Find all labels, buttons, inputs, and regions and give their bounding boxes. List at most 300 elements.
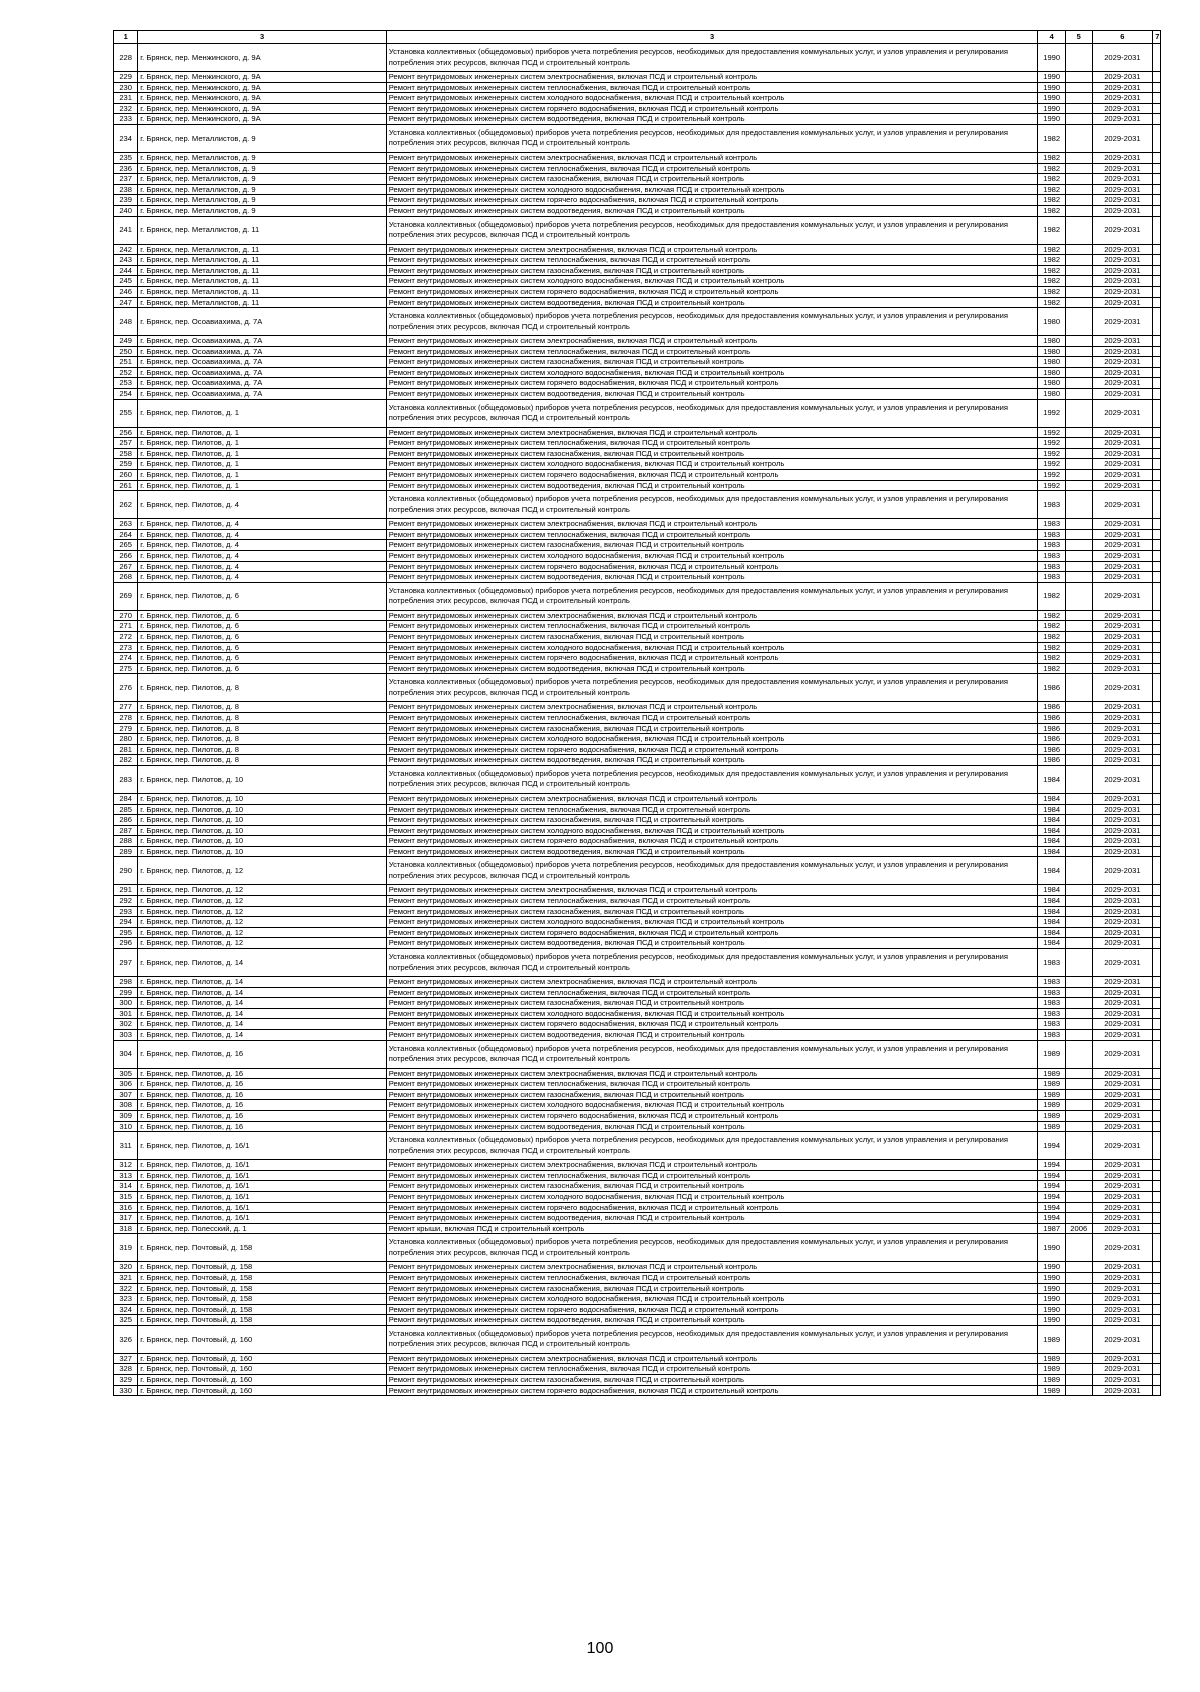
table-row	[114, 1202, 1161, 1213]
table-row	[114, 205, 1161, 216]
period-cell: 2029-2031	[1092, 765, 1153, 793]
row-number: 325	[114, 1315, 138, 1326]
column5-cell	[1066, 276, 1093, 287]
address-cell: г. Брянск, пер. Пилотов, д. 8	[138, 674, 386, 702]
table-row	[114, 621, 1161, 632]
table-row	[114, 1385, 1161, 1396]
row-number: 328	[114, 1364, 138, 1375]
work-description-cell: Ремонт внутридомовых инженерных систем горячего водоснабжения, включая ПСД и строительный контроль	[386, 1202, 1038, 1213]
work-description-cell: Ремонт внутридомовых инженерных систем холодного водоснабжения, включая ПСД и строительный контроль	[386, 1294, 1038, 1305]
column5-cell	[1066, 427, 1093, 438]
column5-cell	[1066, 793, 1093, 804]
period-cell: 2029-2031	[1092, 1132, 1153, 1160]
table-row	[114, 1089, 1161, 1100]
work-description-cell: Ремонт внутридомовых инженерных систем электроснабжения, включая ПСД и строительный контроль	[386, 72, 1038, 83]
column5-cell	[1066, 163, 1093, 174]
column5-cell	[1066, 103, 1093, 114]
table-row	[114, 793, 1161, 804]
column7-cell	[1153, 399, 1161, 427]
address-cell: г. Брянск, пер. Пилотов, д. 16/1	[138, 1191, 386, 1202]
column7-cell	[1153, 674, 1161, 702]
work-description-cell: Установка коллективных (общедомовых) приборов учета потребления ресурсов, необходимых для предоставления коммунальных услуг, и узлов управления и регулирования потребления этих ресурсов, включая ПСД и строительный контроль	[386, 949, 1038, 977]
period-cell: 2029-2031	[1092, 825, 1153, 836]
year-cell: 1990	[1038, 1294, 1066, 1305]
row-number: 275	[114, 663, 138, 674]
period-cell: 2029-2031	[1092, 836, 1153, 847]
address-cell: г. Брянск, пер. Осоавиахима, д. 7А	[138, 389, 386, 400]
address-cell: г. Брянск, пер. Пилотов, д. 10	[138, 765, 386, 793]
address-cell: г. Брянск, пер. Осоавиахима, д. 7А	[138, 367, 386, 378]
row-number: 264	[114, 529, 138, 540]
address-cell: г. Брянск, пер. Металлистов, д. 9	[138, 174, 386, 185]
column5-cell	[1066, 1089, 1093, 1100]
table-row	[114, 1132, 1161, 1160]
year-cell: 1980	[1038, 378, 1066, 389]
work-description-cell: Ремонт внутридомовых инженерных систем теплоснабжения, включая ПСД и строительный контроль	[386, 82, 1038, 93]
table-row	[114, 987, 1161, 998]
period-cell: 2029-2031	[1092, 124, 1153, 152]
address-cell: г. Брянск, пер. Пилотов, д. 4	[138, 540, 386, 551]
row-number: 276	[114, 674, 138, 702]
period-cell: 2029-2031	[1092, 949, 1153, 977]
table-row	[114, 540, 1161, 551]
table-row	[114, 114, 1161, 125]
row-number: 310	[114, 1121, 138, 1132]
year-cell: 1989	[1038, 1385, 1066, 1396]
column5-cell	[1066, 93, 1093, 104]
work-description-cell: Установка коллективных (общедомовых) приборов учета потребления ресурсов, необходимых для предоставления коммунальных услуг, и узлов управления и регулирования потребления этих ресурсов, включая ПСД и строительный контроль	[386, 1132, 1038, 1160]
column5-cell	[1066, 72, 1093, 83]
work-description-cell: Ремонт внутридомовых инженерных систем горячего водоснабжения, включая ПСД и строительный контроль	[386, 1019, 1038, 1030]
table-row	[114, 276, 1161, 287]
period-cell: 2029-2031	[1092, 216, 1153, 244]
period-cell: 2029-2031	[1092, 1121, 1153, 1132]
period-cell: 2029-2031	[1092, 793, 1153, 804]
address-cell: г. Брянск, пер. Почтовый, д. 158	[138, 1234, 386, 1262]
year-cell: 1984	[1038, 825, 1066, 836]
column5-cell: 2006	[1066, 1223, 1093, 1234]
row-number: 296	[114, 938, 138, 949]
period-cell: 2029-2031	[1092, 1325, 1153, 1353]
column5-cell	[1066, 572, 1093, 583]
table-row	[114, 72, 1161, 83]
row-number: 290	[114, 857, 138, 885]
period-cell: 2029-2031	[1092, 174, 1153, 185]
year-cell: 1982	[1038, 286, 1066, 297]
address-cell: г. Брянск, пер. Пилотов, д. 14	[138, 1019, 386, 1030]
column5-cell	[1066, 857, 1093, 885]
column-header: 1	[114, 31, 138, 44]
column5-cell	[1066, 459, 1093, 470]
period-cell: 2029-2031	[1092, 572, 1153, 583]
column7-cell	[1153, 1160, 1161, 1171]
column7-cell	[1153, 205, 1161, 216]
address-cell: г. Брянск, пер. Пилотов, д. 10	[138, 815, 386, 826]
column7-cell	[1153, 906, 1161, 917]
period-cell: 2029-2031	[1092, 1089, 1153, 1100]
column5-cell	[1066, 367, 1093, 378]
column5-cell	[1066, 582, 1093, 610]
work-description-cell: Ремонт внутридомовых инженерных систем горячего водоснабжения, включая ПСД и строительный контроль	[386, 927, 1038, 938]
column7-cell	[1153, 702, 1161, 713]
work-description-cell: Ремонт внутридомовых инженерных систем горячего водоснабжения, включая ПСД и строительный контроль	[386, 470, 1038, 481]
table-row	[114, 998, 1161, 1009]
row-number: 236	[114, 163, 138, 174]
period-cell: 2029-2031	[1092, 1272, 1153, 1283]
row-number: 281	[114, 744, 138, 755]
column7-cell	[1153, 712, 1161, 723]
address-cell: г. Брянск, пер. Металлистов, д. 11	[138, 216, 386, 244]
row-number: 250	[114, 346, 138, 357]
column7-cell	[1153, 297, 1161, 308]
column5-cell	[1066, 1213, 1093, 1224]
column7-cell	[1153, 815, 1161, 826]
year-cell: 1990	[1038, 1304, 1066, 1315]
table-row	[114, 949, 1161, 977]
column7-cell	[1153, 1181, 1161, 1192]
year-cell: 1987	[1038, 1223, 1066, 1234]
year-cell: 1994	[1038, 1202, 1066, 1213]
column5-cell	[1066, 265, 1093, 276]
address-cell: г. Брянск, пер. Пилотов, д. 6	[138, 582, 386, 610]
table-row	[114, 744, 1161, 755]
address-cell: г. Брянск, пер. Пилотов, д. 16	[138, 1121, 386, 1132]
table-row	[114, 286, 1161, 297]
row-number: 280	[114, 734, 138, 745]
year-cell: 1989	[1038, 1353, 1066, 1364]
period-cell: 2029-2031	[1092, 561, 1153, 572]
address-cell: г. Брянск, пер. Пилотов, д. 6	[138, 642, 386, 653]
column5-cell	[1066, 174, 1093, 185]
work-description-cell: Ремонт внутридомовых инженерных систем электроснабжения, включая ПСД и строительный контроль	[386, 244, 1038, 255]
period-cell: 2029-2031	[1092, 103, 1153, 114]
row-number: 259	[114, 459, 138, 470]
column7-cell	[1153, 44, 1161, 72]
period-cell: 2029-2031	[1092, 195, 1153, 206]
table-row	[114, 836, 1161, 847]
work-description-cell: Ремонт внутридомовых инженерных систем теплоснабжения, включая ПСД и строительный контроль	[386, 1170, 1038, 1181]
year-cell: 1984	[1038, 804, 1066, 815]
row-number: 291	[114, 885, 138, 896]
row-number: 304	[114, 1040, 138, 1068]
address-cell: г. Брянск, пер. Пилотов, д. 12	[138, 857, 386, 885]
column7-cell	[1153, 825, 1161, 836]
address-cell: г. Брянск, пер. Пилотов, д. 8	[138, 755, 386, 766]
table-row	[114, 336, 1161, 347]
column7-cell	[1153, 885, 1161, 896]
table-row	[114, 572, 1161, 583]
work-description-cell: Ремонт внутридомовых инженерных систем холодного водоснабжения, включая ПСД и строительный контроль	[386, 551, 1038, 562]
period-cell: 2029-2031	[1092, 336, 1153, 347]
year-cell: 1982	[1038, 663, 1066, 674]
period-cell: 2029-2031	[1092, 399, 1153, 427]
address-cell: г. Брянск, пер. Металлистов, д. 9	[138, 184, 386, 195]
year-cell: 1983	[1038, 1019, 1066, 1030]
address-cell: г. Брянск, пер. Пилотов, д. 14	[138, 977, 386, 988]
year-cell: 1983	[1038, 491, 1066, 519]
column7-cell	[1153, 1110, 1161, 1121]
address-cell: г. Брянск, пер. Пилотов, д. 16/1	[138, 1170, 386, 1181]
table-row	[114, 163, 1161, 174]
year-cell: 1990	[1038, 72, 1066, 83]
work-description-cell: Ремонт внутридомовых инженерных систем газоснабжения, включая ПСД и строительный контроль	[386, 174, 1038, 185]
table-row	[114, 1294, 1161, 1305]
column5-cell	[1066, 631, 1093, 642]
row-number: 303	[114, 1030, 138, 1041]
column5-cell	[1066, 927, 1093, 938]
work-description-cell: Ремонт внутридомовых инженерных систем горячего водоснабжения, включая ПСД и строительный контроль	[386, 1110, 1038, 1121]
year-cell: 1982	[1038, 152, 1066, 163]
row-number: 283	[114, 765, 138, 793]
column7-cell	[1153, 184, 1161, 195]
year-cell: 1986	[1038, 712, 1066, 723]
row-number: 312	[114, 1160, 138, 1171]
period-cell: 2029-2031	[1092, 938, 1153, 949]
column7-cell	[1153, 836, 1161, 847]
column5-cell	[1066, 491, 1093, 519]
address-cell: г. Брянск, пер. Полесский, д. 1	[138, 1223, 386, 1234]
column7-cell	[1153, 927, 1161, 938]
table-row	[114, 846, 1161, 857]
address-cell: г. Брянск, пер. Пилотов, д. 8	[138, 744, 386, 755]
year-cell: 1990	[1038, 1234, 1066, 1262]
column7-cell	[1153, 1262, 1161, 1273]
year-cell: 1994	[1038, 1191, 1066, 1202]
row-number: 300	[114, 998, 138, 1009]
period-cell: 2029-2031	[1092, 1375, 1153, 1386]
work-description-cell: Ремонт внутридомовых инженерных систем электроснабжения, включая ПСД и строительный контроль	[386, 793, 1038, 804]
row-number: 269	[114, 582, 138, 610]
work-description-cell: Ремонт внутридомовых инженерных систем водоотведения, включая ПСД и строительный контроль	[386, 480, 1038, 491]
work-description-cell: Ремонт внутридомовых инженерных систем электроснабжения, включая ПСД и строительный контроль	[386, 977, 1038, 988]
year-cell: 1989	[1038, 1100, 1066, 1111]
work-description-cell: Ремонт внутридомовых инженерных систем теплоснабжения, включая ПСД и строительный контроль	[386, 163, 1038, 174]
row-number: 307	[114, 1089, 138, 1100]
address-cell: г. Брянск, пер. Пилотов, д. 16	[138, 1100, 386, 1111]
column5-cell	[1066, 896, 1093, 907]
row-number: 321	[114, 1272, 138, 1283]
column5-cell	[1066, 1181, 1093, 1192]
row-number: 247	[114, 297, 138, 308]
year-cell: 1984	[1038, 906, 1066, 917]
work-description-cell: Установка коллективных (общедомовых) приборов учета потребления ресурсов, необходимых для предоставления коммунальных услуг, и узлов управления и регулирования потребления этих ресурсов, включая ПСД и строительный контроль	[386, 1325, 1038, 1353]
table-row	[114, 367, 1161, 378]
address-cell: г. Брянск, пер. Почтовый, д. 158	[138, 1294, 386, 1305]
column7-cell	[1153, 244, 1161, 255]
column5-cell	[1066, 1030, 1093, 1041]
column5-cell	[1066, 987, 1093, 998]
period-cell: 2029-2031	[1092, 427, 1153, 438]
table-row	[114, 917, 1161, 928]
row-number: 260	[114, 470, 138, 481]
period-cell: 2029-2031	[1092, 1030, 1153, 1041]
address-cell: г. Брянск, пер. Металлистов, д. 11	[138, 297, 386, 308]
table-row	[114, 480, 1161, 491]
address-cell: г. Брянск, пер. Пилотов, д. 10	[138, 793, 386, 804]
period-cell: 2029-2031	[1092, 357, 1153, 368]
column5-cell	[1066, 755, 1093, 766]
column7-cell	[1153, 663, 1161, 674]
row-number: 234	[114, 124, 138, 152]
column7-cell	[1153, 846, 1161, 857]
period-cell: 2029-2031	[1092, 519, 1153, 530]
column5-cell	[1066, 378, 1093, 389]
column5-cell	[1066, 1385, 1093, 1396]
row-number: 243	[114, 255, 138, 266]
year-cell: 1982	[1038, 184, 1066, 195]
column5-cell	[1066, 399, 1093, 427]
year-cell: 1982	[1038, 244, 1066, 255]
column7-cell	[1153, 286, 1161, 297]
address-cell: г. Брянск, пер. Пилотов, д. 16/1	[138, 1160, 386, 1171]
period-cell: 2029-2031	[1092, 1223, 1153, 1234]
period-cell: 2029-2031	[1092, 610, 1153, 621]
period-cell: 2029-2031	[1092, 44, 1153, 72]
column7-cell	[1153, 1364, 1161, 1375]
column5-cell	[1066, 1170, 1093, 1181]
period-cell: 2029-2031	[1092, 744, 1153, 755]
year-cell: 1990	[1038, 82, 1066, 93]
year-cell: 1983	[1038, 529, 1066, 540]
table-row	[114, 885, 1161, 896]
column7-cell	[1153, 82, 1161, 93]
column7-cell	[1153, 765, 1161, 793]
row-number: 311	[114, 1132, 138, 1160]
table-row	[114, 1030, 1161, 1041]
column7-cell	[1153, 734, 1161, 745]
column-number-row	[114, 31, 1161, 44]
work-description-cell: Ремонт внутридомовых инженерных систем теплоснабжения, включая ПСД и строительный контроль	[386, 1079, 1038, 1090]
year-cell: 1982	[1038, 642, 1066, 653]
table-row	[114, 1262, 1161, 1273]
year-cell: 1983	[1038, 551, 1066, 562]
row-number: 288	[114, 836, 138, 847]
work-description-cell: Ремонт внутридомовых инженерных систем холодного водоснабжения, включая ПСД и строительный контроль	[386, 1191, 1038, 1202]
column7-cell	[1153, 124, 1161, 152]
table-row	[114, 1100, 1161, 1111]
table-row	[114, 610, 1161, 621]
year-cell: 1989	[1038, 1325, 1066, 1353]
column7-cell	[1153, 255, 1161, 266]
column7-cell	[1153, 174, 1161, 185]
column5-cell	[1066, 653, 1093, 664]
year-cell: 1982	[1038, 297, 1066, 308]
period-cell: 2029-2031	[1092, 906, 1153, 917]
row-number: 255	[114, 399, 138, 427]
row-number: 256	[114, 427, 138, 438]
table-row	[114, 1213, 1161, 1224]
work-description-cell: Ремонт внутридомовых инженерных систем водоотведения, включая ПСД и строительный контроль	[386, 1315, 1038, 1326]
work-description-cell: Ремонт внутридомовых инженерных систем электроснабжения, включая ПСД и строительный контроль	[386, 519, 1038, 530]
address-cell: г. Брянск, пер. Пилотов, д. 4	[138, 519, 386, 530]
year-cell: 1990	[1038, 1315, 1066, 1326]
work-description-cell: Установка коллективных (общедомовых) приборов учета потребления ресурсов, необходимых для предоставления коммунальных услуг, и узлов управления и регулирования потребления этих ресурсов, включая ПСД и строительный контроль	[386, 308, 1038, 336]
period-cell: 2029-2031	[1092, 1191, 1153, 1202]
address-cell: г. Брянск, пер. Пилотов, д. 6	[138, 631, 386, 642]
address-cell: г. Брянск, пер. Пилотов, д. 12	[138, 938, 386, 949]
year-cell: 1989	[1038, 1079, 1066, 1090]
period-cell: 2029-2031	[1092, 389, 1153, 400]
year-cell: 1982	[1038, 195, 1066, 206]
year-cell: 1989	[1038, 1068, 1066, 1079]
table-row	[114, 389, 1161, 400]
column7-cell	[1153, 480, 1161, 491]
address-cell: г. Брянск, пер. Пилотов, д. 10	[138, 846, 386, 857]
column7-cell	[1153, 448, 1161, 459]
table-row	[114, 663, 1161, 674]
table-row	[114, 1181, 1161, 1192]
column5-cell	[1066, 917, 1093, 928]
year-cell: 1983	[1038, 949, 1066, 977]
work-description-cell: Ремонт внутридомовых инженерных систем теплоснабжения, включая ПСД и строительный контроль	[386, 529, 1038, 540]
year-cell: 1994	[1038, 1213, 1066, 1224]
address-cell: г. Брянск, пер. Пилотов, д. 4	[138, 572, 386, 583]
column5-cell	[1066, 255, 1093, 266]
year-cell: 1992	[1038, 448, 1066, 459]
column5-cell	[1066, 244, 1093, 255]
period-cell: 2029-2031	[1092, 152, 1153, 163]
year-cell: 1982	[1038, 631, 1066, 642]
column5-cell	[1066, 561, 1093, 572]
table-row	[114, 195, 1161, 206]
row-number: 302	[114, 1019, 138, 1030]
year-cell: 1989	[1038, 1375, 1066, 1386]
column5-cell	[1066, 815, 1093, 826]
column5-cell	[1066, 977, 1093, 988]
column7-cell	[1153, 529, 1161, 540]
table-row	[114, 702, 1161, 713]
column7-cell	[1153, 163, 1161, 174]
address-cell: г. Брянск, пер. Металлистов, д. 9	[138, 124, 386, 152]
column5-cell	[1066, 1272, 1093, 1283]
period-cell: 2029-2031	[1092, 804, 1153, 815]
work-description-cell: Ремонт внутридомовых инженерных систем газоснабжения, включая ПСД и строительный контроль	[386, 723, 1038, 734]
row-number: 298	[114, 977, 138, 988]
table-row	[114, 124, 1161, 152]
period-cell: 2029-2031	[1092, 205, 1153, 216]
column7-cell	[1153, 793, 1161, 804]
year-cell: 1980	[1038, 336, 1066, 347]
row-number: 289	[114, 846, 138, 857]
column5-cell	[1066, 621, 1093, 632]
year-cell: 1986	[1038, 734, 1066, 745]
address-cell: г. Брянск, пер. Осоавиахима, д. 7А	[138, 346, 386, 357]
year-cell: 1984	[1038, 836, 1066, 847]
work-description-cell: Ремонт внутридомовых инженерных систем электроснабжения, включая ПСД и строительный контроль	[386, 1068, 1038, 1079]
column7-cell	[1153, 582, 1161, 610]
table-row	[114, 297, 1161, 308]
year-cell: 1989	[1038, 1364, 1066, 1375]
work-description-cell: Ремонт внутридомовых инженерных систем холодного водоснабжения, включая ПСД и строительный контроль	[386, 276, 1038, 287]
row-number: 265	[114, 540, 138, 551]
work-description-cell: Ремонт внутридомовых инженерных систем газоснабжения, включая ПСД и строительный контроль	[386, 265, 1038, 276]
column5-cell	[1066, 195, 1093, 206]
work-description-cell: Ремонт внутридомовых инженерных систем электроснабжения, включая ПСД и строительный контроль	[386, 427, 1038, 438]
column5-cell	[1066, 216, 1093, 244]
row-number: 285	[114, 804, 138, 815]
period-cell: 2029-2031	[1092, 663, 1153, 674]
column7-cell	[1153, 438, 1161, 449]
work-description-cell: Ремонт внутридомовых инженерных систем водоотведения, включая ПСД и строительный контроль	[386, 1030, 1038, 1041]
row-number: 242	[114, 244, 138, 255]
row-number: 314	[114, 1181, 138, 1192]
column5-cell	[1066, 529, 1093, 540]
year-cell: 1984	[1038, 938, 1066, 949]
table-row	[114, 1325, 1161, 1353]
column7-cell	[1153, 551, 1161, 562]
column5-cell	[1066, 205, 1093, 216]
year-cell: 1982	[1038, 610, 1066, 621]
